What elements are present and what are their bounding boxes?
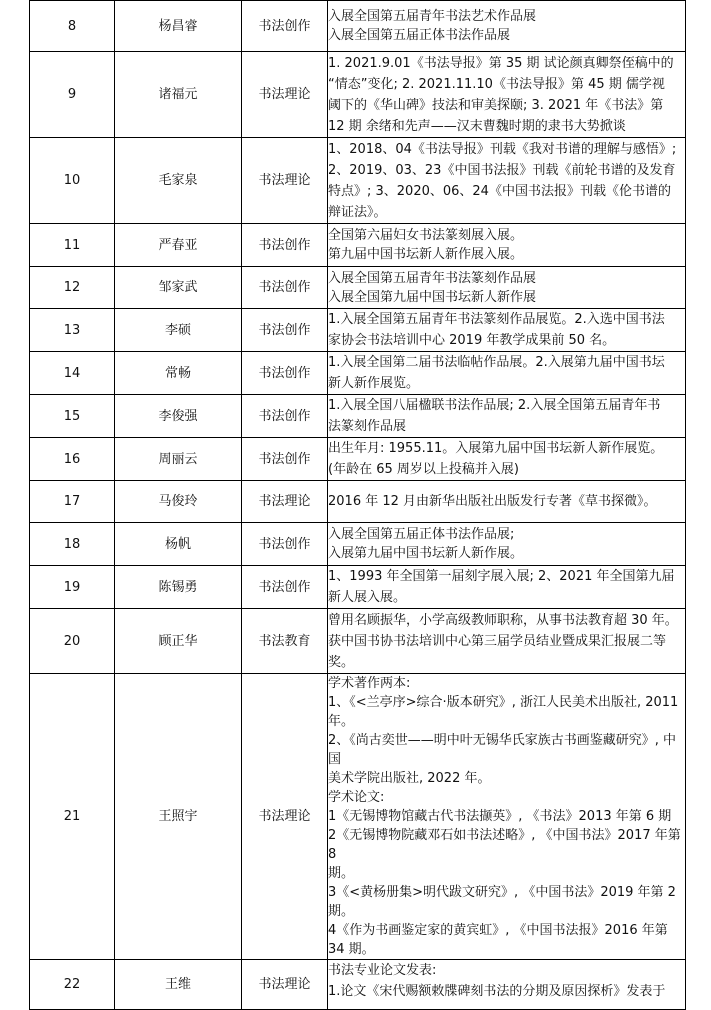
category: 书法理论 — [242, 52, 328, 138]
achievement-line: 入展全国第五届正体书法作品展; — [328, 527, 515, 542]
person-name: 毛家泉 — [115, 138, 242, 224]
achievement-line: 1、1993 年全国第一届刻字展入展; 2、2021 年全国第九届 — [328, 569, 675, 584]
achievements-cell — [328, 267, 686, 309]
achievement-line: 1、《<兰亭序>综合·版本研究》, 浙江人民美术出版社, 2011 — [328, 695, 679, 710]
achievements-cell — [328, 309, 686, 352]
row-number: 10 — [30, 138, 115, 224]
row-number: 22 — [30, 960, 115, 1010]
achievements-cell — [328, 960, 686, 1010]
row-number: 12 — [30, 267, 115, 309]
achievements-cell — [328, 395, 686, 438]
category: 书法创作 — [242, 566, 328, 609]
achievement-line: (年龄在 65 周岁以上投稿并入展) — [328, 462, 519, 477]
achievement-line: 入展全国第五届青年书法艺术作品展 — [328, 9, 537, 24]
table-row — [30, 224, 686, 267]
row-number: 11 — [30, 224, 115, 267]
category: 书法创作 — [242, 523, 328, 566]
achievements-cell — [328, 481, 686, 523]
achievement-line: 2016 年 12 月由新华出版社出版发行专著《草书探微》。 — [328, 494, 657, 509]
achievements-cell — [328, 674, 686, 960]
row-number: 14 — [30, 352, 115, 395]
row-number: 13 — [30, 309, 115, 352]
achievement-line: 曾用名顾振华，小学高级教师职称，从事书法教育超 30 年。 — [328, 612, 678, 628]
person-name: 严春亚 — [115, 224, 242, 267]
category: 书法创作 — [242, 395, 328, 438]
achievement-line: 1《无锡博物馆藏古代书法撷英》, 《书法》2013 年第 6 期 — [328, 809, 672, 824]
row-number: 19 — [30, 566, 115, 609]
table-row — [30, 438, 686, 481]
achievement-line: 获中国书协书法培训中心第三届学员结业暨成果汇报展二等 — [328, 633, 667, 649]
achievement-line: 全国第六届妇女书法篆刻展入展。 — [328, 228, 524, 243]
row-number: 17 — [30, 481, 115, 523]
achievements-cell — [328, 52, 686, 138]
achievements-cell — [328, 224, 686, 267]
achievement-line: 第九届中国书坛新人新作展入展。 — [328, 247, 524, 262]
person-name: 诸福元 — [115, 52, 242, 138]
achievements-cell — [328, 352, 686, 395]
table-row — [30, 523, 686, 566]
achievement-line: 新人展入展。 — [328, 590, 407, 605]
table-row — [30, 609, 686, 674]
row-number: 21 — [30, 674, 115, 960]
achievement-line: 1. 2021.9.01《书法导报》第 35 期 试论颜真卿祭侄稿中的 — [328, 55, 674, 71]
row-number: 18 — [30, 523, 115, 566]
person-name: 杨帆 — [115, 523, 242, 566]
row-number: 15 — [30, 395, 115, 438]
person-name: 杨昌睿 — [115, 1, 242, 52]
person-name: 李硕 — [115, 309, 242, 352]
achievement-line: 1、2018、04《书法导报》刊载《我对书谱的理解与感悟》; — [328, 141, 677, 157]
achievement-line: 1.论文《宋代赐额敕牒碑刻书法的分期及原因探析》发表于 — [328, 984, 666, 999]
table-row — [30, 395, 686, 438]
category: 书法创作 — [242, 267, 328, 309]
row-number: 8 — [30, 1, 115, 52]
achievement-line: 1.入展全国第二届书法临帖作品展。2.入展第九届中国书坛 — [328, 355, 665, 370]
table-row — [30, 1, 686, 52]
category: 书法创作 — [242, 352, 328, 395]
achievement-line: 美术学院出版社, 2022 年。 — [328, 771, 491, 786]
person-name: 顾正华 — [115, 609, 242, 674]
achievements-cell — [328, 438, 686, 481]
table-row — [30, 52, 686, 138]
category: 书法创作 — [242, 224, 328, 267]
person-name: 邹家武 — [115, 267, 242, 309]
achievement-line: 2、《尚古奕世——明中叶无锡华氏家族古书画鉴藏研究》, 中国 — [328, 733, 677, 767]
achievement-line: 阈下的《华山碑》技法和审美探颐; 3. 2021 年《书法》第 — [328, 97, 664, 113]
table-row — [30, 309, 686, 352]
person-name: 周丽云 — [115, 438, 242, 481]
table-row — [30, 481, 686, 523]
table-row — [30, 352, 686, 395]
table-row — [30, 566, 686, 609]
category: 书法理论 — [242, 138, 328, 224]
row-number: 16 — [30, 438, 115, 481]
achievement-line: 3《<黄杨册集>明代跋文研究》, 《中国书法》2019 年第 2 期。 — [328, 885, 676, 919]
category: 书法创作 — [242, 1, 328, 52]
achievements-cell — [328, 609, 686, 674]
awards-table — [29, 0, 686, 1010]
achievement-line: 1.入展全国第五届青年书法篆刻作品展览。2.入选中国书法 — [328, 312, 665, 327]
category: 书法教育 — [242, 609, 328, 674]
achievement-line: “情态”变化; 2. 2021.11.10《书法导报》第 45 期 儒学视 — [328, 76, 665, 92]
achievement-line: 奖。 — [328, 654, 355, 670]
achievement-line: 特点》; 3、2020、06、24《中国书法报》刊载《伦书谱的 — [328, 183, 671, 199]
achievement-line: 2、2019、03、23《中国书法报》刊载《前轮书谱的及发育 — [328, 162, 676, 178]
achievements-cell — [328, 138, 686, 224]
achievement-line: 入展全国第九届中国书坛新人新作展 — [328, 289, 537, 305]
achievement-line: 新人新作展览。 — [328, 376, 420, 391]
table-row — [30, 267, 686, 309]
achievement-line: 入展全国第五届正体书法作品展 — [328, 28, 511, 43]
achievement-line: 书法专业论文发表: — [328, 963, 437, 978]
table-row — [30, 138, 686, 224]
person-name: 常畅 — [115, 352, 242, 395]
category: 书法理论 — [242, 960, 328, 1010]
achievements-cell — [328, 1, 686, 52]
achievement-line: 期。 — [328, 866, 355, 881]
achievement-line: 法篆刻作品展 — [328, 419, 407, 434]
person-name: 马俊玲 — [115, 481, 242, 523]
achievement-line: 1.入展全国八届楹联书法作品展; 2.入展全国第五届青年书 — [328, 398, 661, 413]
achievement-line: 辩证法》。 — [328, 204, 387, 220]
achievement-line: 12 期 余绪和先声——汉末曹魏时期的隶书大势掀谈 — [328, 118, 626, 134]
category: 书法理论 — [242, 674, 328, 960]
achievement-line: 家协会书法培训中心 2019 年教学成果前 50 名。 — [328, 333, 616, 348]
category: 书法创作 — [242, 438, 328, 481]
person-name: 李俊强 — [115, 395, 242, 438]
row-number: 9 — [30, 52, 115, 138]
person-name: 王维 — [115, 960, 242, 1010]
achievements-cell — [328, 523, 686, 566]
row-number: 20 — [30, 609, 115, 674]
achievement-line: 出生年月: 1955.11。入展第九届中国书坛新人新作展览。 — [328, 441, 664, 456]
category: 书法创作 — [242, 309, 328, 352]
table-row — [30, 674, 686, 960]
achievement-line: 入展第九届中国书坛新人新作展。 — [328, 546, 524, 561]
person-name: 王照宇 — [115, 674, 242, 960]
achievement-line: 学术论文: — [328, 790, 385, 805]
achievement-line: 年。 — [328, 714, 355, 729]
achievement-line: 学术著作两本: — [328, 676, 411, 691]
achievement-line: 2《无锡博物院藏邓石如书法述略》, 《中国书法》2017 年第 8 — [328, 828, 681, 862]
achievement-line: 4《作为书画鉴定家的黄宾虹》, 《中国书法报》2016 年第 34 期。 — [328, 923, 668, 957]
achievement-line: 入展全国第五届青年书法篆刻作品展 — [328, 270, 537, 286]
achievements-cell — [328, 566, 686, 609]
table-row — [30, 960, 686, 1010]
person-name: 陈锡勇 — [115, 566, 242, 609]
category: 书法理论 — [242, 481, 328, 523]
